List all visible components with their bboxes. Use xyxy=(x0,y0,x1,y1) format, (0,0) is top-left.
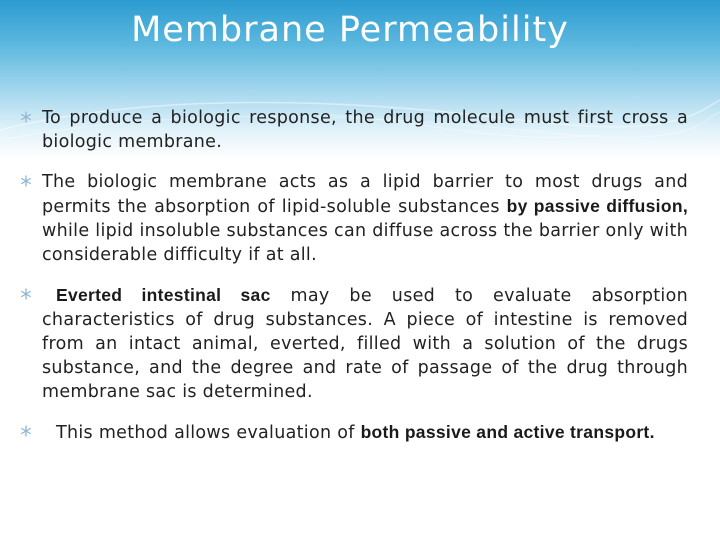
highlighted-term: by passive diffusion, xyxy=(506,196,688,216)
bullet-text: may be used to evaluate absorption characteristics of drug substances. A piece of intestine is removed from an intact animal, everted, filled with a solution of the drugs substance, and the degree and rate of passage of the drug through membrane sac is determined. xyxy=(42,286,688,402)
asterisk-bullet-icon xyxy=(20,425,32,437)
asterisk-bullet-icon xyxy=(20,175,32,187)
bullet-item xyxy=(20,420,688,445)
asterisk-bullet-icon xyxy=(20,288,32,300)
bullet-item xyxy=(20,170,688,267)
highlighted-term: both passive and active transport. xyxy=(360,422,655,442)
asterisk-bullet-icon xyxy=(20,111,32,123)
bullet-text: while lipid insoluble substances can diffuse across the barrier only with considerable difficulty if at all. xyxy=(42,221,688,265)
slide-title: Membrane Permeability xyxy=(131,10,569,50)
bullet-item xyxy=(20,106,688,154)
bullet-text: This method allows evaluation of xyxy=(56,423,361,443)
highlighted-term: Everted intestinal sac xyxy=(56,285,271,305)
bullet-text: To produce a biologic response, the drug molecule must first cross a biologic membrane. xyxy=(42,108,688,152)
bullet-text: The biologic membrane acts as a lipid barrier to most drugs and permits the absorption of lipid-soluble substances xyxy=(42,172,688,217)
bullet-item xyxy=(20,283,688,404)
bullet-list xyxy=(20,106,688,461)
